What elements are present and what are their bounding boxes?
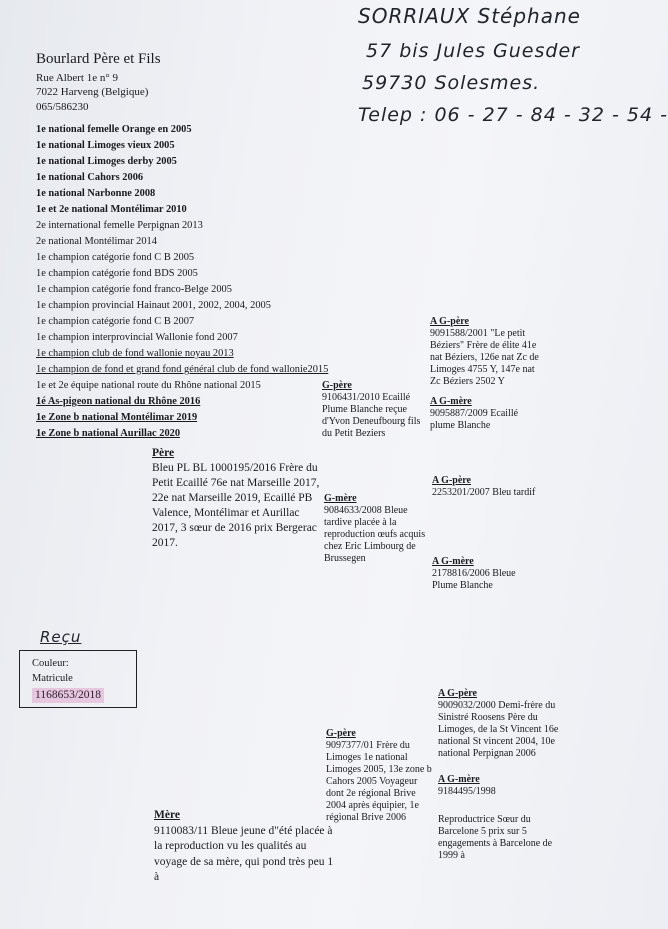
achievement-item: 1e champion de fond et grand fond général club de fond wallonie2015 bbox=[36, 364, 329, 375]
agm2-text: 2178816/2006 Bleue Plume Blanche bbox=[432, 568, 516, 591]
handwritten-phone: Telep : 06 - 27 - 84 - 32 - 54 - bbox=[358, 104, 668, 126]
matricule-label: Matricule bbox=[32, 673, 73, 684]
agp1-header: A G-père bbox=[430, 316, 469, 327]
breeder-block bbox=[36, 52, 161, 114]
handwritten-signature: Reçu bbox=[40, 628, 82, 646]
achievement-item: 1e national femelle Orange en 2005 bbox=[36, 124, 192, 135]
handwritten-address-1: 57 bis Jules Guesder bbox=[366, 40, 580, 62]
achievement-item: 2e international femelle Perpignan 2013 bbox=[36, 220, 203, 231]
handwritten-address-2: 59730 Solesmes. bbox=[362, 72, 541, 94]
mere-header: Mère bbox=[154, 809, 180, 821]
pere-text: Bleu PL BL 1000195/2016 Frère du Petit Ecaillé 76e nat Marseille 2017, 22e nat Marseille 2019, Ecaillé PB Valence, Montélimar et Aurillac 2017, 3 sœur de 2016 prix Bergerac 2017. bbox=[152, 462, 320, 549]
agp2-header: A G-père bbox=[432, 475, 471, 486]
achievement-item: 1e champion club de fond wallonie noyau 2013 bbox=[36, 348, 234, 359]
achievement-item: 1e Zone b national Montélimar 2019 bbox=[36, 412, 198, 423]
couleur-label: Couleur: bbox=[32, 658, 69, 669]
pere-gpere-header: G-père bbox=[322, 380, 352, 391]
agp1-text: 9091588/2001 "Le petit Béziers" Frère de élite 41e nat Béziers, 126e nat Zc de Limoges 4755 Y, 147e nat Zc Béziers 2502 Y bbox=[430, 328, 539, 387]
agp3-text: 9009032/2000 Demi-frère du Sinistré Roosens Père du Limoges, de la St Vincent 16e national St vincent 2004, 10e national Perpignan 2006 bbox=[438, 700, 559, 759]
pere-gmere-block bbox=[324, 493, 430, 565]
agp2-text: 2253201/2007 Bleu tardif bbox=[432, 487, 536, 498]
agp2-block bbox=[432, 475, 542, 499]
mere-text: 9110083/11 Bleue jeune d"été placée à la reproduction vu les qualités au voyage de sa mère, qui pond très peu 1 à bbox=[154, 824, 334, 883]
pere-block bbox=[152, 446, 322, 551]
breeder-phone: 065/586230 bbox=[36, 100, 89, 113]
pere-gmere-header: G-mère bbox=[324, 493, 357, 504]
achievement-item: 1e Zone b national Aurillac 2020 bbox=[36, 428, 181, 439]
agm2-header: A G-mère bbox=[432, 556, 474, 567]
achievement-item: 1e et 2e national Montélimar 2010 bbox=[36, 204, 187, 215]
agp1-block bbox=[430, 316, 542, 388]
matricule-value: 1168653/2018 bbox=[32, 688, 104, 703]
achievement-item: 1e national Limoges vieux 2005 bbox=[36, 140, 175, 151]
agp3-block bbox=[438, 688, 562, 760]
agm1-block bbox=[430, 396, 542, 432]
pere-gmere-text: 9084633/2008 Bleue tardive placée à la reproduction œufs acquis chez Eric Limbourg de Brussegen bbox=[324, 505, 426, 564]
achievement-item: 1e national Cahors 2006 bbox=[36, 172, 144, 183]
mere-block bbox=[154, 808, 334, 886]
agm1-header: A G-mère bbox=[430, 396, 472, 407]
breeder-name: Bourlard Père et Fils bbox=[36, 51, 161, 67]
agm1-text: 9095887/2009 Ecaillé plume Blanche bbox=[430, 408, 519, 431]
achievement-item: 1é As-pigeon national du Rhône 2016 bbox=[36, 396, 201, 407]
mere-gpere-header: G-père bbox=[326, 728, 356, 739]
mere-gpere-block bbox=[326, 728, 432, 824]
achievement-item: 1e champion interprovincial Wallonie fond 2007 bbox=[36, 332, 238, 343]
agp3-header: A G-père bbox=[438, 688, 477, 699]
handwritten-name: SORRIAUX Stéphane bbox=[358, 4, 581, 28]
agm3-header: A G-mère bbox=[438, 774, 480, 785]
pere-header: Père bbox=[152, 447, 175, 459]
achievements-list bbox=[36, 122, 328, 442]
achievement-item: 1e et 2e équipe national route du Rhône national 2015 bbox=[36, 380, 261, 391]
breeder-city: 7022 Harveng (Belgique) bbox=[36, 86, 149, 98]
achievement-item: 2e national Montélimar 2014 bbox=[36, 236, 157, 247]
agm3-note: Reproductrice Sœur du Barcelone 5 prix sur 5 engagements à Barcelone de 1999 à bbox=[438, 814, 553, 861]
agm2-block bbox=[432, 556, 542, 592]
mere-gpere-text: 9097377/01 Frère du Limoges 1e national Limoges 2005, 13e zone b Cahors 2005 Voyageur dont 2e régional Brive 2004 après équipier, 1e régional Brive 2006 bbox=[326, 740, 432, 823]
achievement-item: 1e champion catégorie fond BDS 2005 bbox=[36, 268, 198, 279]
achievement-item: 1e champion provincial Hainaut 2001, 2002, 2004, 2005 bbox=[36, 300, 271, 311]
achievement-item: 1e national Limoges derby 2005 bbox=[36, 156, 177, 167]
achievement-item: 1e national Narbonne 2008 bbox=[36, 188, 156, 199]
breeder-street: Rue Albert 1e n° 9 bbox=[36, 71, 118, 84]
pere-gpere-text: 9106431/2010 Ecaillé Plume Blanche reçue d'Yvon Deneufbourg fils du Petit Beziers bbox=[322, 392, 421, 439]
achievement-item: 1e champion catégorie fond franco-Belge 2005 bbox=[36, 284, 232, 295]
achievement-item: 1e champion catégorie fond C B 2007 bbox=[36, 316, 195, 327]
agm3-block bbox=[438, 774, 562, 798]
achievement-item: 1e champion catégorie fond C B 2005 bbox=[36, 252, 195, 263]
stamp-box bbox=[19, 650, 137, 708]
agm3-text: 9184495/1998 bbox=[438, 786, 496, 797]
pere-gpere-block bbox=[322, 380, 428, 440]
